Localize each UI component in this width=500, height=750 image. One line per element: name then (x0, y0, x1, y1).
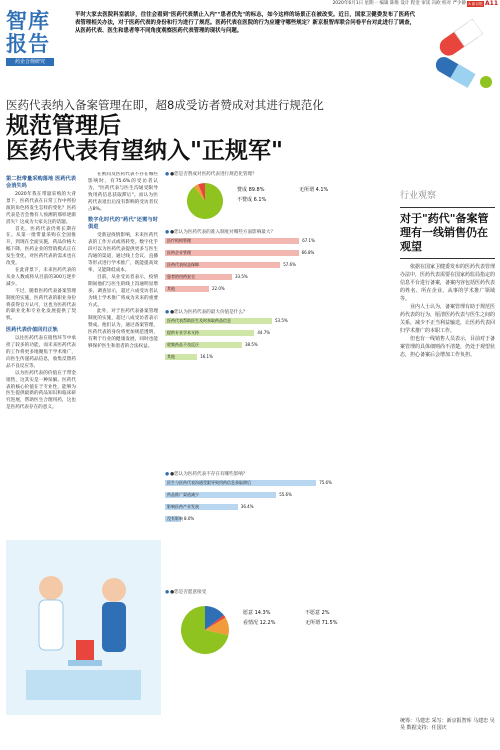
survey-bar-value: 57.6% (283, 262, 296, 267)
page-number: A11 (485, 0, 498, 7)
pie-label: 愿意 14.3% (243, 610, 271, 616)
illustration-doctors (6, 540, 161, 715)
paragraph: 以为医药代表的价值在于带金销售，这其实是一种误解。医药代表的核心价值在于专业性，能够为医生提供最新的药品知识和临床研究进展，帮助医生合理用药，这也是医药代表存在的意义。 (6, 370, 76, 411)
survey-bar-row (165, 238, 395, 244)
survey-bar-label: 患者的用药安全 (167, 274, 195, 279)
survey-bar-label: 医疗机构管理 (167, 238, 191, 243)
subhead-3: 数字化时代的"药代"还需与时俱进 (88, 217, 158, 231)
headline-line2: 医药代表有望纳入"正规军" (6, 138, 283, 164)
sidebar-body (400, 263, 495, 683)
credits: 统筹：马建忠 采写：新京报智库 马建忠 吴昊 数据支持：任国庆 (400, 718, 495, 731)
pie-label: 看情况 12.2% (243, 620, 276, 626)
survey-bar-row (165, 480, 395, 486)
survey-bar-value: 67.1% (302, 238, 315, 243)
survey-bar-label: 提供专业学术支持 (167, 330, 199, 335)
headline-line1: 规范管理后 (6, 113, 121, 139)
survey-bar-row (165, 274, 395, 280)
doctors-illustration-icon (6, 540, 161, 715)
survey-bar-label: 收集药品不良反应 (167, 342, 199, 347)
survey-bar-label: 医药代表帮助医生及时获取药品信息 (167, 318, 231, 323)
masthead-line2: 报告 (6, 32, 50, 56)
survey-q1-title: ● ●您是否赞成对医药代表进行规范化管理？ (165, 172, 395, 178)
masthead-sub: 药企合规研究 (6, 58, 54, 66)
survey-bar-row (165, 354, 395, 360)
survey-q5-title: ● ●您是否愿意接受 (165, 590, 395, 596)
survey-bar-value: 16.1% (200, 354, 213, 359)
pills-illustration (420, 10, 498, 98)
paragraph: 依据在国家卫健委发布的医药代表管理办法中，医药代表需要在国家药监局指定的信息平台进行备案，备案内容包括医药代表的姓名、所在企业、从事的学术推广领域等。 (400, 264, 495, 302)
survey-q3-bars (165, 318, 395, 378)
survey-bar-value: 36.4% (240, 504, 254, 509)
survey-bar-label: 其他 (167, 354, 175, 359)
subhead-1: 第二批带量采购落地 医药代表会消失吗 (6, 176, 76, 189)
paragraph: 在被问及医药代表不存在哪些影响时，有75.6%的受访者认为，"医药代表与医生沟通受限导致用药信息获取滞后"。而认为医药代表退出后没有影响的受访者仅占8%。 (88, 172, 158, 212)
survey-bar-value: 53.5% (275, 318, 288, 323)
survey-bar-row (165, 342, 395, 348)
page-header (0, 0, 500, 8)
survey-bar-label: 医药企业管理 (167, 250, 191, 255)
pie-label: 赞成 89.8% (237, 187, 265, 193)
paragraph: 不过，随着医药代表备案管理制度的实施，医药代表的职业身份将获得官方认可，这也为医药代表的职业化和专业化发展提供了契机。 (6, 288, 76, 322)
masthead (6, 10, 64, 72)
subhead-2: 医药代表价值回归正轨 (6, 327, 58, 334)
survey-q4-bars (165, 480, 395, 570)
survey-bar-label: 医生与医药代表沟通受限导致用药信息获取滞后 (167, 480, 251, 485)
divider (400, 258, 495, 259)
survey-bar-value: 75.6% (319, 480, 332, 485)
paragraph: 受新冠疫情影响，未来医药代表的工作方式或将转变。数字化手段可以为医药代表提供更多与医生沟通的渠道，通过线上会议、直播等形式进行学术推广，既能提高效率，又能降低成本。 (88, 233, 158, 273)
kicker-title: 医药代表纳入备案管理在即，超8成受访者赞成对其进行规范化 (6, 98, 324, 112)
survey-bar-row (165, 492, 395, 498)
paragraph: 以往医药代表在销售环节中承担了较多的功能，而未来医药代表的工作将更多地聚焦于学术推广，向医生传递药品信息，收集反馈药品不良反应等。 (6, 336, 76, 369)
survey-q2-title: ● ●您认为医药代表的准入制度对哪些方面影响最大？ (165, 230, 395, 236)
survey-panel (165, 172, 397, 742)
survey-q1-pie (165, 180, 395, 222)
paragraph: 首先，医药代表仍将长期存在。从第一批带量采购在全国推开，到现在全面实施，药品价格大幅下降，医药企业的营销模式正在发生变化，对医药代表的需求也在改变。 (6, 226, 76, 267)
pie-label: 无所谓 4.1% (299, 187, 329, 193)
survey-bar-row (165, 318, 395, 324)
survey-bar-row (165, 516, 395, 522)
survey-q4-title: ● ●您认为医药代表不存在有哪些影响？ (165, 472, 395, 478)
survey-q2-bars (165, 238, 395, 298)
survey-bar-row (165, 262, 395, 268)
survey-bar-value: 22.0% (212, 286, 225, 291)
survey-q5-pie (165, 600, 395, 660)
middle-column (88, 172, 158, 592)
header-info: 2020年6月1日 星期一 编辑 陈维 设计 程金 审读 冯欧 校对 严少静 (332, 1, 466, 6)
survey-bar-row (165, 250, 395, 256)
survey-bar-value: 38.5% (245, 342, 258, 347)
lead-paragraph: 平时大家去医院科室就诊，往往会看到"医药代表禁止入内""患者优先"的标志，如今这样的场景正在被改变。近日，国家卫健委发布了医药代表管理相关办法，对于医药代表的身份和行为进行了规范。医药代表在医院的行为应遵守哪些规定？新京报智库联合问卷平台对此进行了调查，从医药代表、医生和患者等不同角度观察医药代表管理的现状与问题。 (75, 12, 415, 35)
survey-bar-label: 其他 (167, 286, 175, 291)
survey-bar-label: 影响医药产业发展 (167, 504, 199, 509)
paragraph: 但也有一线销售人员表示，目前对于备案管理的具体细则尚不清楚，仍处于观望状态，担心备案后会增加工作负担。 (400, 336, 495, 358)
survey-bar-value: 8.0% (184, 516, 195, 521)
main-headline (6, 114, 426, 164)
masthead-line1: 智库 (6, 9, 50, 33)
survey-bar-value: 66.8% (301, 250, 315, 255)
section-badge: A 新京报 (468, 2, 483, 6)
section-label: 行业观察 (400, 191, 437, 201)
paragraph: 在此背景下，未来医药代表的从业人数或将从目前的300万逐步减少。 (6, 267, 76, 287)
survey-bar-value: 44.7% (257, 330, 271, 335)
pie-label: 不愿意 2% (305, 610, 330, 616)
pie-label: 不赞成 6.1% (237, 197, 267, 203)
survey-bar-row (165, 504, 395, 510)
pie-label: 无所谓 71.5% (305, 620, 338, 626)
survey-bar-label: 药品推广渠道减少 (167, 492, 199, 497)
paragraph: 业内人士认为，备案管理有助于规范医药代表的行为，厘清医药代表与医生之间的关系，减少不正当利益输送，让医药代表回归学术推广的本职工作。 (400, 304, 495, 334)
survey-bar-label: 医药代表权益保障 (167, 262, 199, 267)
paragraph: 此外，对于医药代表备案管理制度的实施，超过八成受访者表示赞成。他们认为，通过备案管理，医药代表的身份将更加规范透明，有利于行业的健康发展，同时也能够保护医生和患者的合法权益。 (88, 309, 158, 349)
pill-icon (420, 10, 498, 98)
survey-q3-title: ● ●您认为医药代表的最大价值是什么？ (165, 310, 395, 316)
paragraph: 目前，从业受访者表示，疫情期间他们与医生的线上沟通明显增多。调查显示，超过六成受访者认为线上学术推广将成为未来的重要方式。 (88, 274, 158, 308)
divider (400, 207, 495, 208)
survey-bar-label: 没有影响 (167, 516, 183, 521)
paragraph: 2020年我在带量采购的大背景下，医药代表在日常工作中所扮演的角色将发生怎样的变化？医药代表是否会像有人预测的那样逐渐消失？这成为大家关注的话题。 (6, 192, 76, 225)
survey-bar-value: 33.5% (235, 274, 248, 279)
survey-bar-value: 55.6% (279, 492, 292, 497)
survey-bar-row (165, 330, 395, 336)
sidebar-title: 对于"药代"备案管理有一线销售仍在观望 (400, 212, 489, 253)
right-column (400, 188, 495, 748)
survey-bar-row (165, 286, 395, 292)
